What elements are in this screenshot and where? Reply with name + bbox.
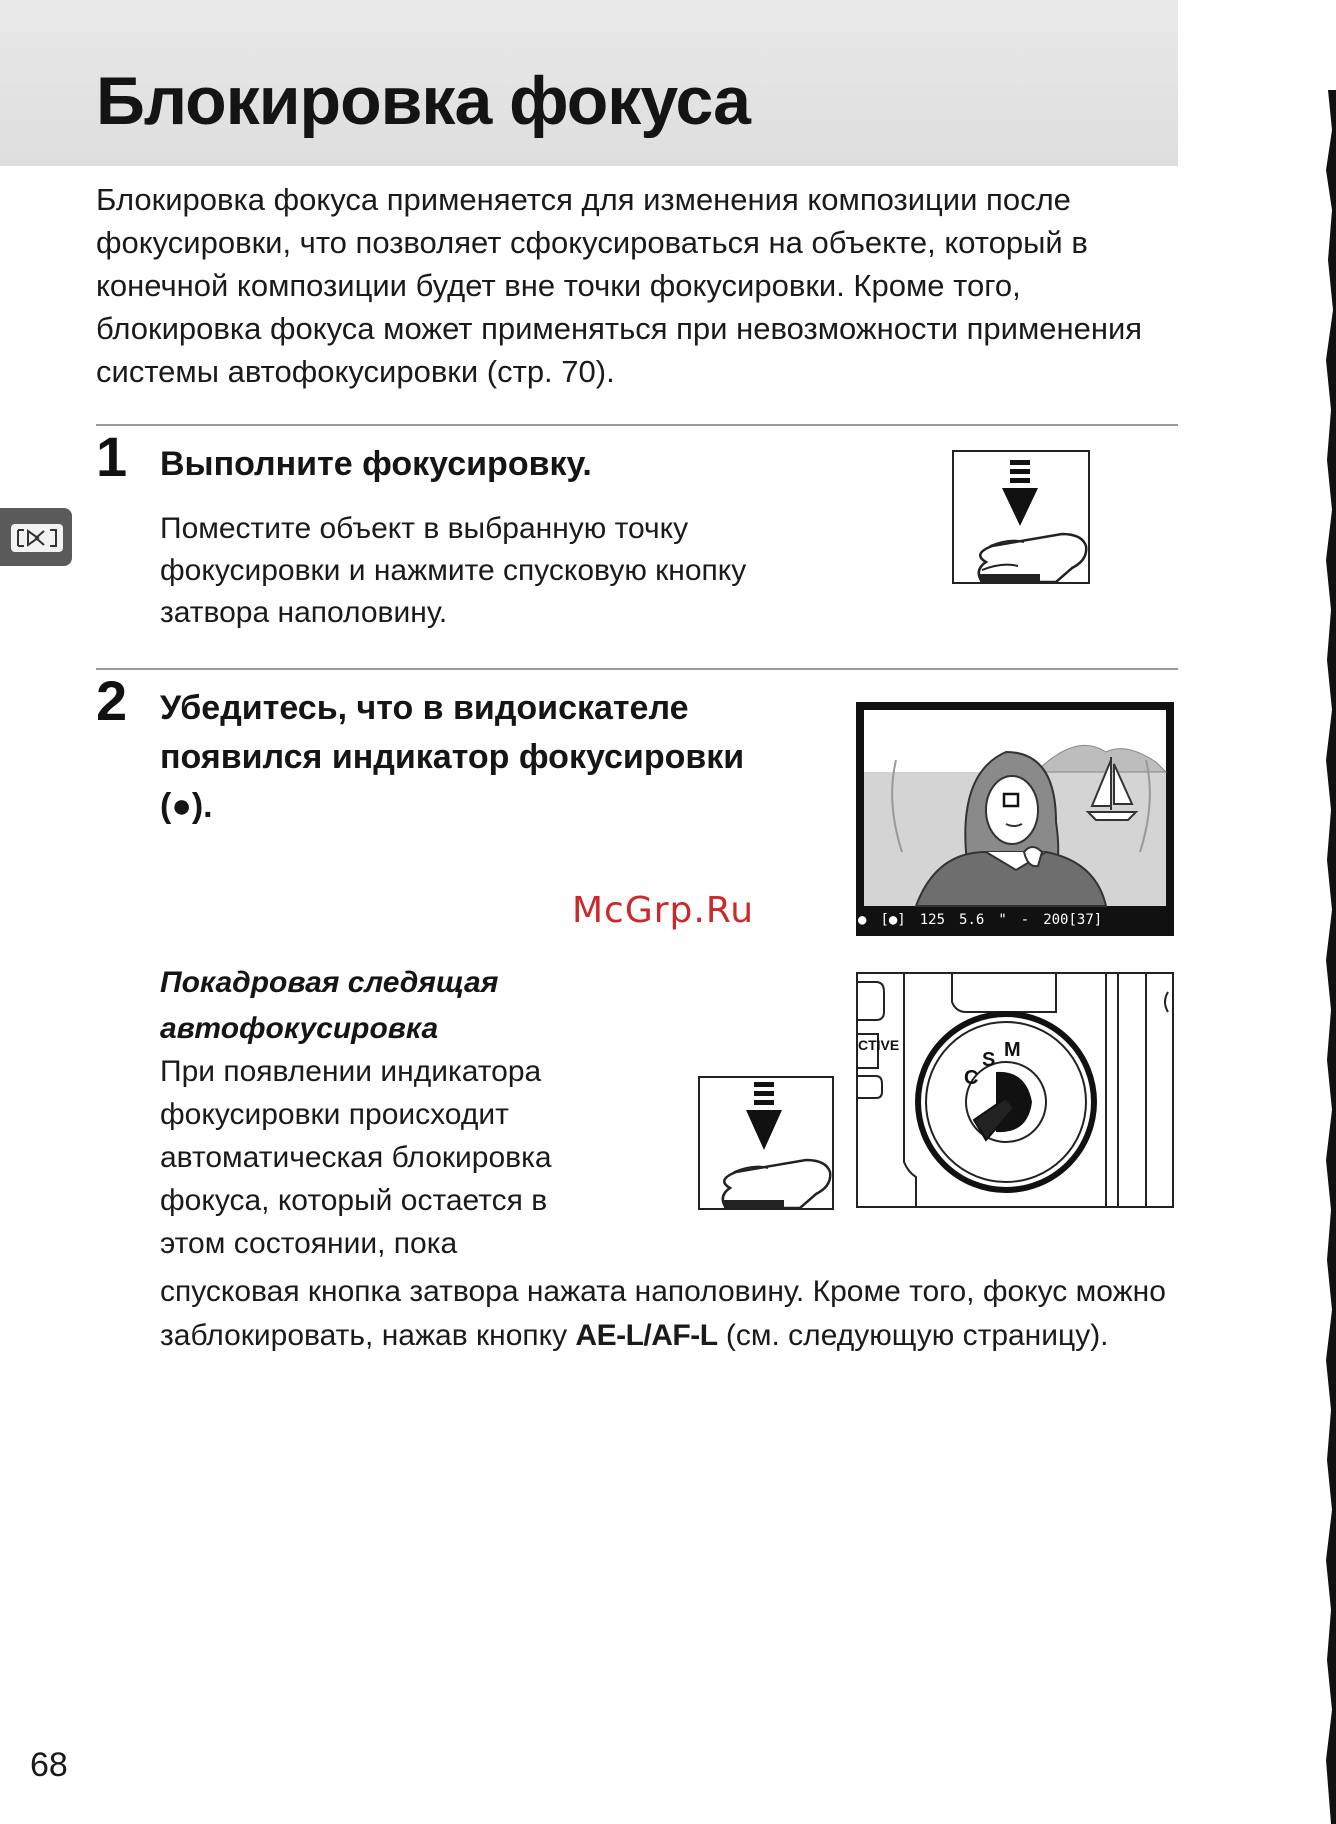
step-number: 1 xyxy=(96,425,128,488)
focus-indicator-icon: ● xyxy=(858,912,867,928)
shooting-mode-icon xyxy=(10,522,64,554)
frame-count-readout: 200[37] xyxy=(1043,912,1103,928)
page-edge xyxy=(1322,90,1336,1824)
dial-label-c: C xyxy=(964,1067,979,1089)
continuation-text: (см. следующую страницу). xyxy=(717,1319,1109,1352)
divider xyxy=(96,424,1178,426)
focus-mode-selector-illustration xyxy=(856,972,1174,1208)
ael-afl-button-name: AE-L/AF-L xyxy=(575,1319,718,1352)
subsection-line: фокуса, который остается в xyxy=(160,1184,548,1217)
step-text: Поместите объект в выбранную точку фокусировки и нажмите спусковую кнопку затвора наполовину. xyxy=(160,512,747,629)
page-title: Блокировка фокуса xyxy=(96,63,750,139)
subsection-continuation xyxy=(160,1270,1170,1358)
shutter-half-press-icon xyxy=(952,450,1090,584)
compensation-readout: - xyxy=(1020,912,1030,928)
subsection-line: При появлении индикатора xyxy=(160,1055,542,1088)
step-title: Убедитесь, что в видоискателе появился индикатор фокусировки (●). xyxy=(160,689,745,825)
exposure-mark: " xyxy=(998,912,1007,928)
dial-side-text: CTIVE xyxy=(858,1037,900,1053)
viewfinder-illustration xyxy=(856,702,1174,936)
subsection-text xyxy=(160,1050,552,1265)
step-title: Выполните фокусировку. xyxy=(160,445,592,483)
page-number: 68 xyxy=(30,1746,68,1784)
intro-paragraph: Блокировка фокуса применяется для изменения композиции после фокусировки, что позволяет сфокусироваться на объекте, который в конечной композиции будет вне точки фокусировки. Кроме того, блокировка фокуса может применяться при невозможности применения системы автофокусировки (стр. 70). xyxy=(96,182,1143,389)
subsection-line: фокусировки происходит xyxy=(160,1098,509,1131)
dial-label-m: M xyxy=(1004,1039,1021,1061)
shutter-readout: 125 xyxy=(919,912,946,928)
section-tab xyxy=(0,508,72,566)
aperture-readout: 5.6 xyxy=(959,912,985,928)
viewfinder-info-bar xyxy=(858,908,1170,932)
metering-readout: [●] xyxy=(880,912,906,928)
continuation-text: спусковая кнопка затвора нажата наполовину. Кроме того, фокус можно заблокировать, нажав кнопку xyxy=(160,1275,1166,1352)
dial-label-s: S xyxy=(982,1049,996,1071)
watermark: McGrp.Ru xyxy=(572,890,755,931)
subsection-line: этом состоянии, пока xyxy=(160,1227,458,1260)
subsection-title: Покадровая следящая автофокусировка xyxy=(160,966,499,1045)
subsection-line: автоматическая блокировка xyxy=(160,1141,552,1174)
divider xyxy=(96,668,1178,670)
step-number: 2 xyxy=(96,669,128,732)
shutter-half-press-icon xyxy=(698,1076,834,1210)
